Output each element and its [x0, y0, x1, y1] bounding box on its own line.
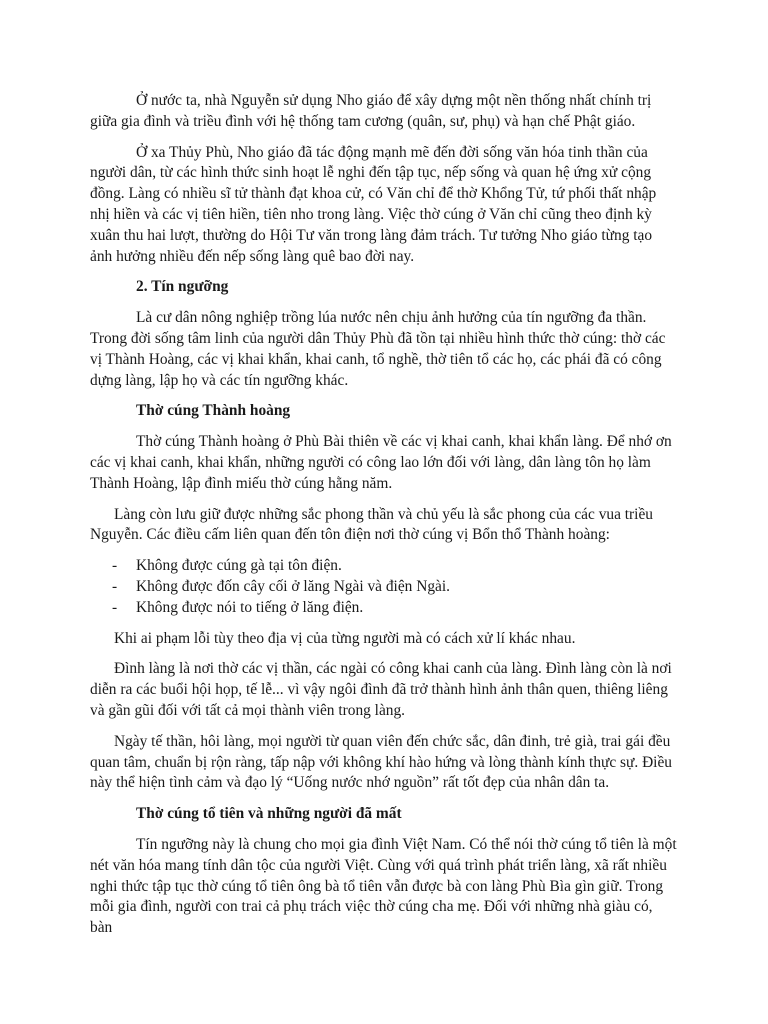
paragraph-nho-giao-intro: Ở nước ta, nhà Nguyễn sử dụng Nho giáo để xây dựng một nền thống nhất chính trị giữa gia đình và triều đình với hệ thống tam cương (quân, sư, phụ) và hạn chế Phật giáo.: [90, 92, 652, 130]
paragraph-thanh-hoang: Thờ cúng Thành hoàng ở Phù Bài thiên về các vị khai canh, khai khẩn làng. Để nhớ ơn các vị khai canh, khai khẩn, những người có công lao lớn đối với làng, dân làng tôn họ làm Thành Hoàng, lập đình miếu thờ cúng hằng năm.: [90, 433, 672, 492]
paragraph-xu-li: Khi ai phạm lỗi tùy theo địa vị của từng người mà có cách xử lí khác nhau.: [114, 629, 576, 647]
document-page: [90, 91, 678, 949]
list-item-text: Không được đốn cây cối ở lăng Ngài và điện Ngài.: [136, 577, 450, 595]
list-item: [90, 556, 678, 577]
paragraph-to-tien: Tín ngưỡng này là chung cho mọi gia đình Việt Nam. Có thể nói thờ cúng tổ tiên là một nét văn hóa mang tính dân tộc của người Việt. Cùng với quá trình phát triển làng, xã rất nhiều nghi thức tập tục thờ cúng tổ tiên ông bà tổ tiên vẫn được bà con làng Phù Bìa gìn giữ. Trong mỗi gia đình, người con trai cả phụ trách việc thờ cúng cha mẹ. Đối với những nhà giàu có, bàn: [90, 835, 677, 937]
paragraph-nho-giao-thuy-phu: Ở xa Thủy Phù, Nho giáo đã tác động mạnh mẽ đến đời sống văn hóa tinh thần của người dân, từ các hình thức sinh hoạt lễ nghi đến tập tục, nếp sống và quan hệ ứng xử cộng đồng. Làng có nhiều sĩ tử thành đạt khoa cử, có Văn chỉ để thờ Khổng Tử, tứ phối thất nhập nhị hiền và các vị tiên hiền, tiên nho trong làng. Việc thờ cúng ở Văn chỉ cũng theo định kỳ xuân thu hai lượt, thường do Hội Tư văn trong làng đảm trách. Tư tưởng Nho giáo từng tạo ảnh hưởng nhiều đến nếp sống làng quê bao đời nay.: [90, 143, 657, 265]
list-item-text: Không được nói to tiếng ở lăng điện.: [136, 598, 364, 616]
paragraph-ngay-te-than: Ngày tế thần, hôi làng, mọi người từ quan viên đến chức sắc, dân đinh, trẻ già, trai gái đều quan tâm, chuẩn bị rộn ràng, tấp nập với không khí hào hứng và lòng thành kính thực sự. Điều này thể hiện tình cảm và đạo lý “Uống nước nhớ nguồn” rất tốt đẹp của nhân dân ta.: [90, 732, 672, 792]
section-heading-tin-nguong: 2. Tín ngưỡng: [136, 278, 229, 296]
list-item: [90, 598, 678, 619]
subheading-to-tien: Thờ cúng tổ tiên và những người đã mất: [136, 805, 402, 823]
subheading-thanh-hoang: Thờ cúng Thành hoàng: [136, 402, 291, 420]
bullet-dash: -: [112, 598, 118, 616]
paragraph-tin-nguong: Là cư dân nông nghiệp trồng lúa nước nên chịu ảnh hưởng của tín ngưỡng đa thần. Trong đời sống tâm linh của người dân Thủy Phù đã tồn tại nhiều hình thức thờ cúng: thờ các vị Thành Hoàng, các vị khai khẩn, khai canh, tổ nghề, thờ tiên tổ các họ, các phái đã có công dựng làng, lập họ và các tín ngưỡng khác.: [90, 309, 666, 389]
paragraph-sac-phong: Làng còn lưu giữ được những sắc phong thần và chủ yếu là sắc phong của các vua triều Nguyễn. Các điều cấm liên quan đến tôn điện nơi thờ cúng vị Bổn thổ Thành hoàng:: [90, 505, 653, 544]
prohibition-list: [90, 556, 678, 618]
list-item: [90, 577, 678, 598]
list-item-text: Không được cúng gà tại tôn điện.: [136, 557, 342, 575]
paragraph-dinh-lang: Đình làng là nơi thờ các vị thần, các ngài có công khai canh của làng. Đình làng còn là nơi diễn ra các buổi hội họp, tế lễ... vì vậy ngôi đình đã trở thành hình ảnh thân quen, thiêng liêng và gần gũi đối với tất cả mọi thành viên trong làng.: [90, 660, 672, 719]
bullet-dash: -: [112, 577, 118, 595]
bullet-dash: -: [112, 557, 118, 575]
